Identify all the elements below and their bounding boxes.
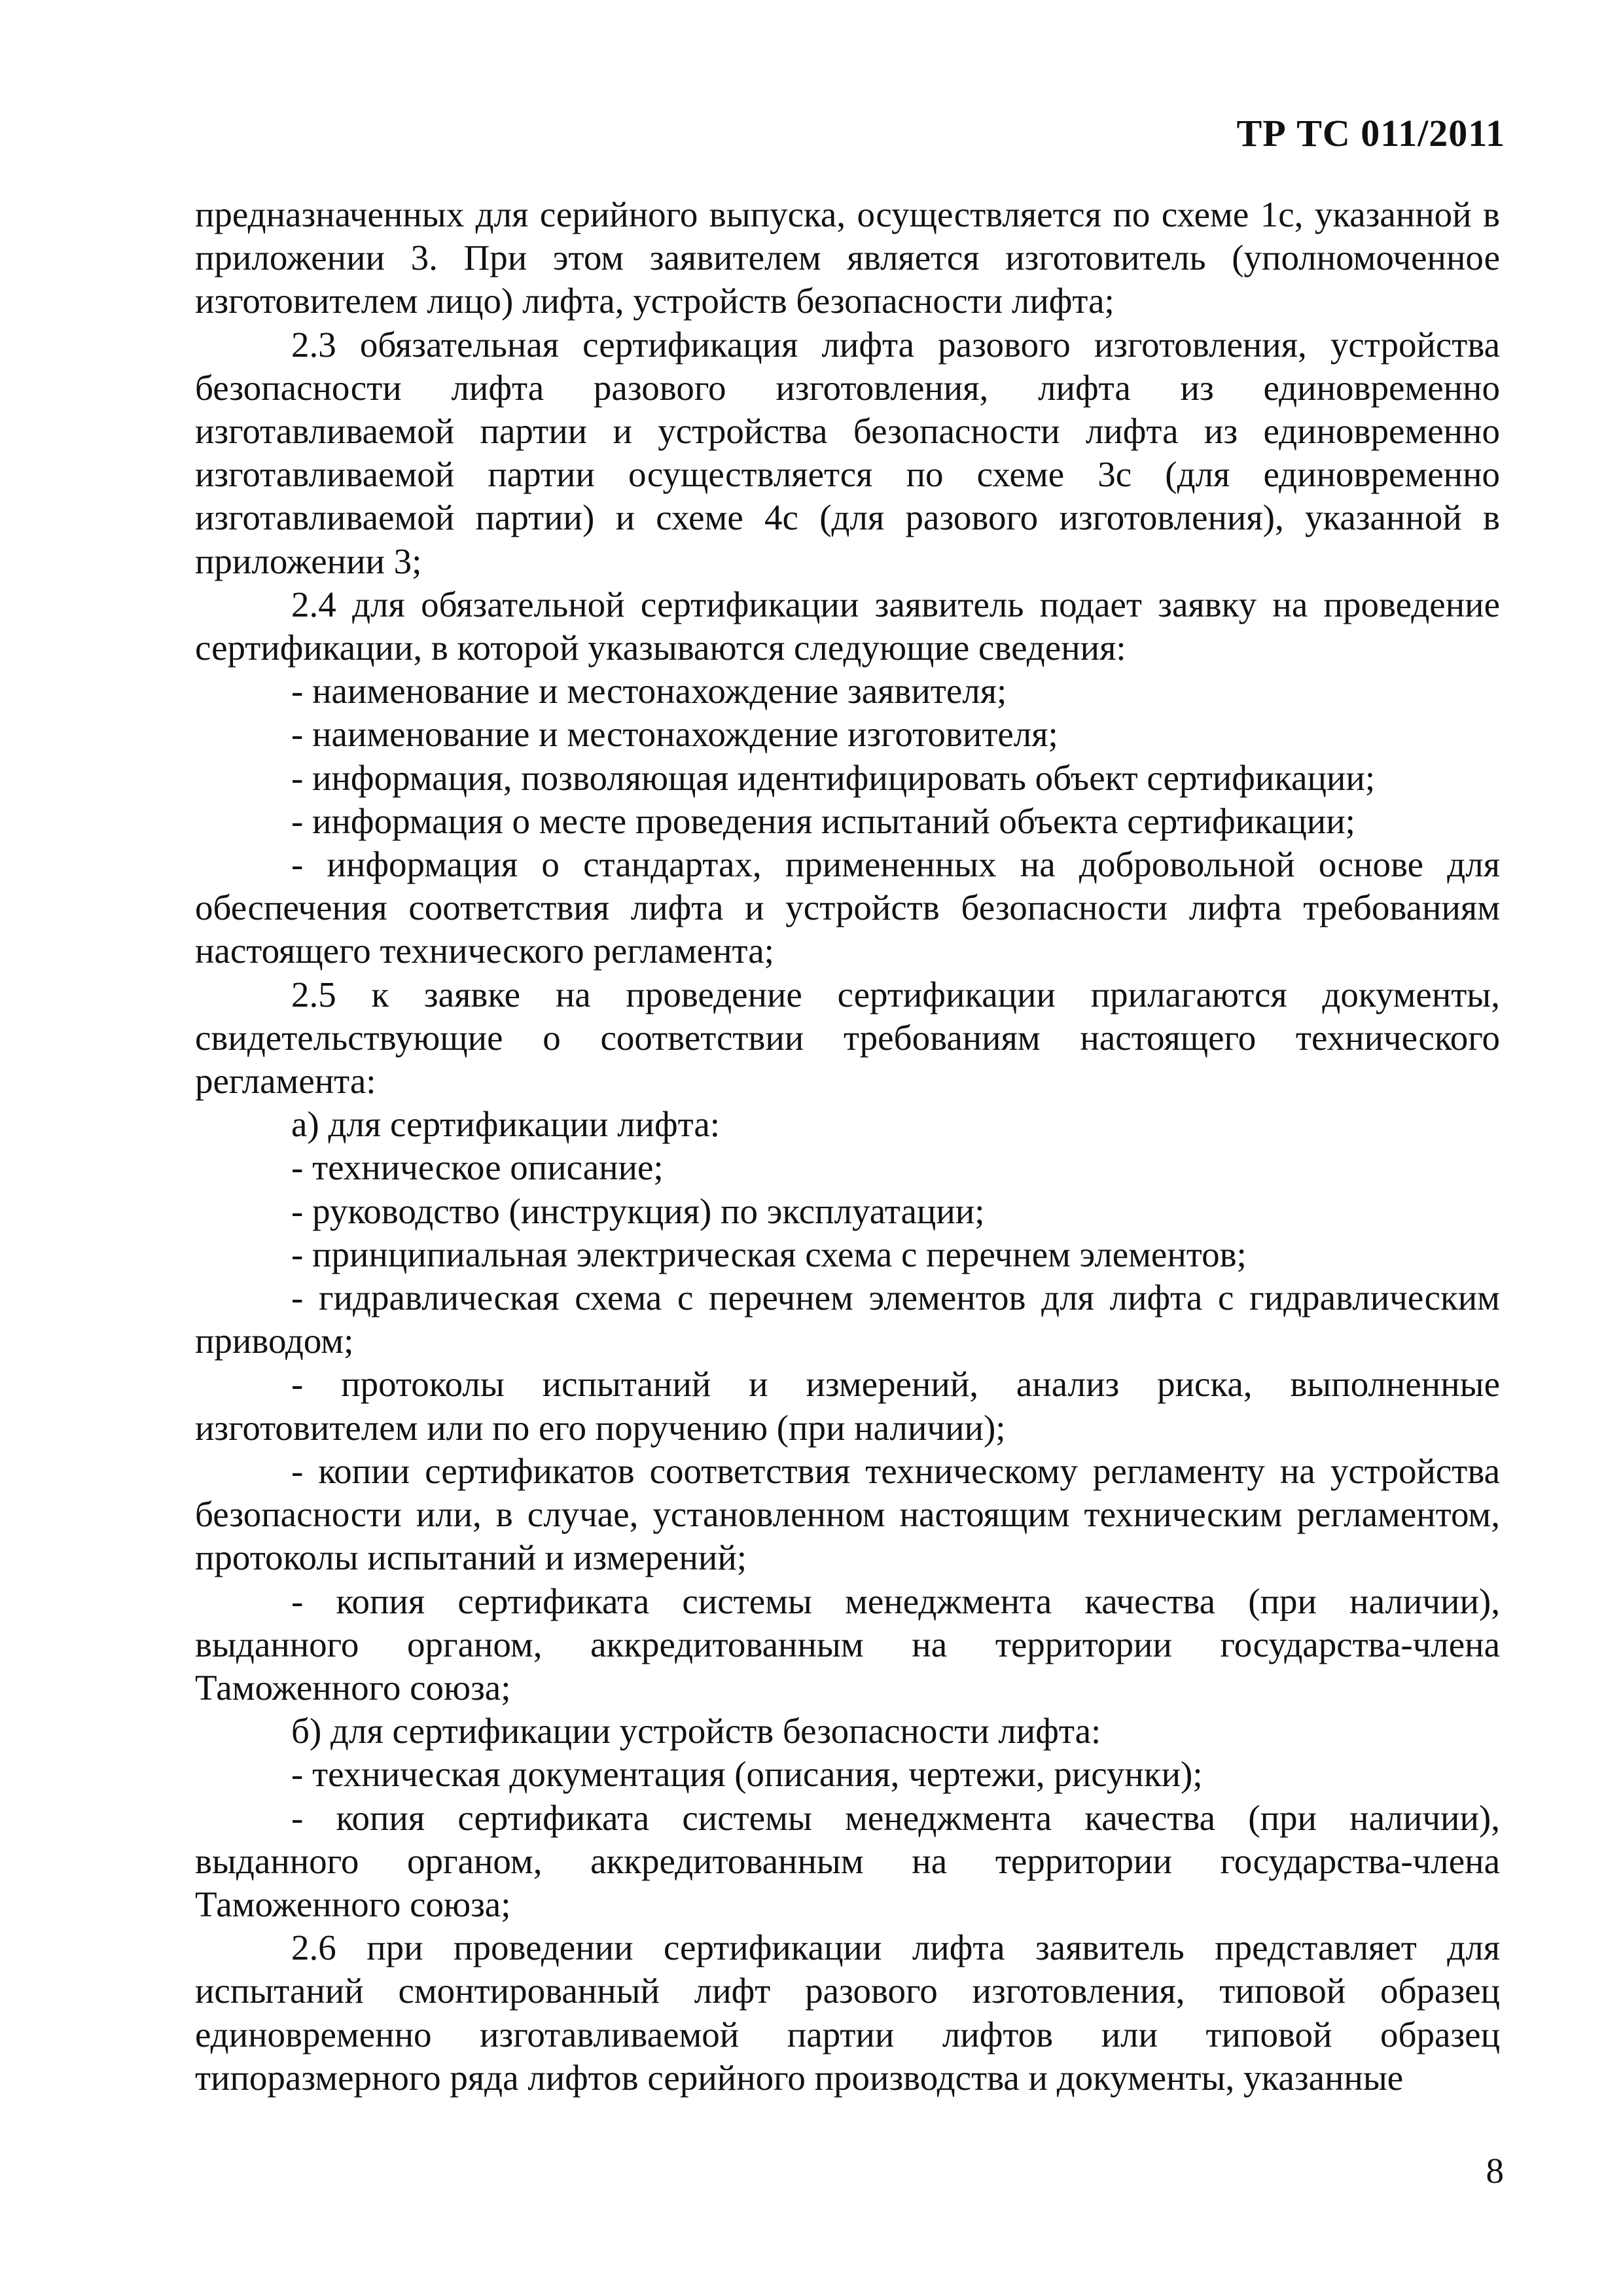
list-item: - техническое описание;: [291, 1147, 664, 1188]
paragraph: 2.5 к заявке на проведение сертификации прилагаются документы, свидетельствующие о соответствии требованиям настоящего технического регламента:: [195, 974, 1500, 1102]
list-item: - информация, позволяющая идентифицировать объект сертификации;: [291, 757, 1376, 798]
list-item: - гидравлическая схема с перечнем элементов для лифта с гидравлическим приводом;: [195, 1278, 1500, 1361]
list-item: - копия сертификата системы менеджмента качества (при наличии), выданного органом, аккредитованным на территории государства-члена Таможенного союза;: [195, 1797, 1500, 1924]
paragraph: 2.4 для обязательной сертификации заявитель подает заявку на проведение сертификации, в которой указываются следующие сведения:: [195, 584, 1500, 668]
list-item: - принципиальная электрическая схема с перечнем элементов;: [291, 1234, 1247, 1274]
list-item: - копия сертификата системы менеджмента качества (при наличии), выданного органом, аккредитованным на территории государства-члена Таможенного союза;: [195, 1581, 1500, 1708]
page-number: 8: [1486, 2151, 1504, 2191]
list-item: - техническая документация (описания, чертежи, рисунки);: [291, 1754, 1203, 1795]
list-item: - информация о месте проведения испытаний объекта сертификации;: [291, 800, 1355, 841]
subsection-heading: а) для сертификации лифта:: [291, 1104, 721, 1145]
document-code-header: ТР ТС 011/2011: [1236, 112, 1505, 154]
paragraph: 2.6 при проведении сертификации лифта заявитель представляет для испытаний смонтированный лифт разового изготовления, типовой образец единовременно изготавливаемой партии лифтов или типовой образец типоразмерного ряда лифтов серийного производства и документы, указанные: [195, 1928, 1500, 2098]
list-item: - копии сертификатов соответствия техническому регламенту на устройства безопасности или, в случае, установленном настоящим техническим регламентом, протоколы испытаний и измерений;: [195, 1450, 1500, 1578]
list-item: - информация о стандартах, примененных на добровольной основе для обеспечения соответствия лифта и устройств безопасности лифта требованиям настоящего технического регламента;: [195, 844, 1500, 971]
list-item: - наименование и местонахождение изготовителя;: [291, 714, 1058, 755]
document-body: [195, 193, 1500, 2100]
paragraph: предназначенных для серийного выпуска, осуществляется по схеме 1с, указанной в приложении 3. При этом заявителем является изготовитель (уполномоченное изготовителем лицо) лифта, устройств безопасности лифта;: [195, 194, 1500, 321]
paragraph: 2.3 обязательная сертификация лифта разового изготовления, устройства безопасности лифта разового изготовления, лифта из единовременно изготавливаемой партии и устройства безопасности лифта из единовременно изготавливаемой партии осуществляется по схеме 3с (для единовременно изготавливаемой партии) и схеме 4с (для разового изготовления), указанной в приложении 3;: [195, 324, 1500, 581]
list-item: - руководство (инструкция) по эксплуатации;: [291, 1191, 985, 1231]
list-item: - протоколы испытаний и измерений, анализ риска, выполненные изготовителем или по его поручению (при наличии);: [195, 1364, 1500, 1448]
subsection-heading: б) для сертификации устройств безопасности лифта:: [291, 1711, 1101, 1751]
list-item: - наименование и местонахождение заявителя;: [291, 671, 1007, 711]
